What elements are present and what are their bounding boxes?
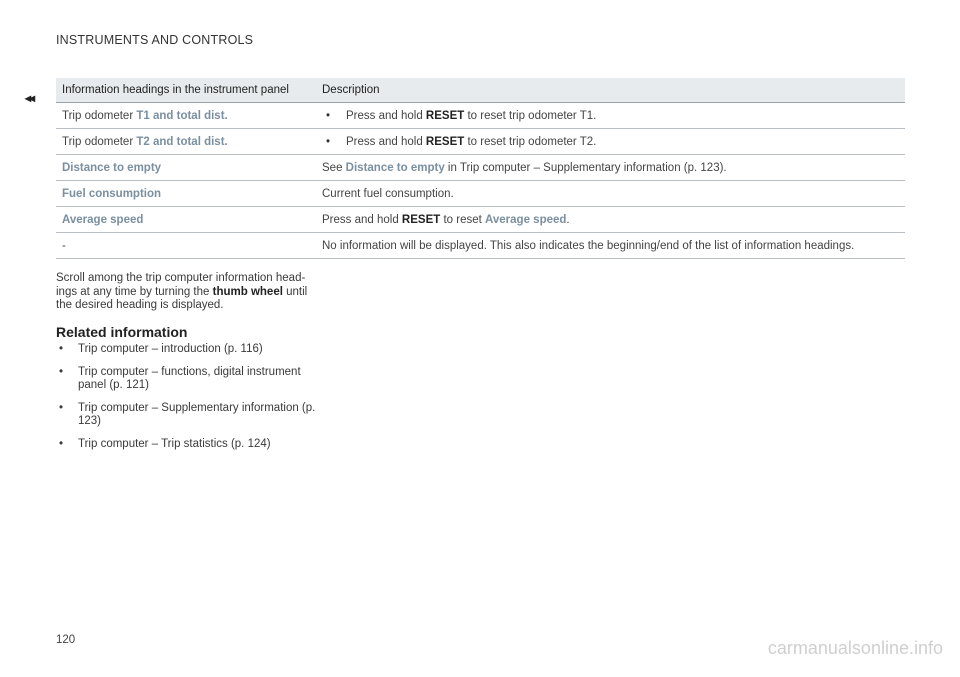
table-row — [56, 103, 905, 129]
section-header: INSTRUMENTS AND CONTROLS — [56, 33, 254, 47]
list-item[interactable]: • Trip computer – introduction (p. 116) — [59, 343, 263, 355]
table-row — [56, 207, 905, 233]
list-item[interactable]: • Trip computer – Trip statistics (p. 124) — [59, 437, 271, 450]
heading-cell: Trip odometer T1 and total dist. — [56, 103, 316, 129]
bullet-icon: • — [326, 135, 331, 148]
heading-cell: Trip odometer T2 and total dist. — [56, 129, 316, 155]
related-information-title: Related information — [56, 324, 188, 340]
description-cell: No information will be displayed. This also indicates the beginning/end of the list of information headings. — [316, 233, 905, 259]
page-number: 120 — [56, 634, 76, 646]
table-row — [56, 129, 905, 155]
list-item[interactable]: • Trip computer – Supplementary information (p. 123) — [59, 401, 316, 427]
description-cell: • Press and hold RESET to reset trip odometer T1. — [316, 103, 905, 129]
watermark: carmanualsonline.info — [767, 638, 943, 658]
bullet-icon: • — [59, 343, 64, 355]
list-item[interactable]: • Trip computer – functions, digital instrument panel (p. 121) — [59, 365, 301, 391]
continued-marker-icon: ◂◂ — [25, 91, 34, 105]
bullet-icon: • — [59, 365, 64, 378]
heading-cell: - — [56, 233, 316, 259]
description-cell: • Press and hold RESET to reset trip odometer T2. — [316, 129, 905, 155]
table-row — [56, 233, 905, 259]
bullet-icon: • — [59, 401, 64, 414]
description-cell: Current fuel consumption. — [316, 181, 905, 207]
heading-cell: Fuel consumption — [56, 181, 316, 207]
bullet-icon: • — [326, 109, 331, 122]
related-information-list — [56, 343, 326, 460]
column-header-description: Description — [316, 78, 905, 103]
column-header-headings: Information headings in the instrument panel — [56, 78, 316, 103]
scroll-instructions: Scroll among the trip computer information head-ings at any time by turning the thumb wheel until the desired heading is displayed. — [56, 272, 308, 311]
table-row — [56, 181, 905, 207]
table-header-row — [56, 78, 905, 103]
heading-cell: Distance to empty — [56, 155, 316, 181]
info-headings-table — [56, 78, 905, 259]
bullet-icon: • — [59, 437, 64, 450]
description-cell: See Distance to empty in Trip computer – Supplementary information (p. 123). — [316, 155, 905, 181]
table-row — [56, 155, 905, 181]
heading-cell: Average speed — [56, 207, 316, 233]
description-cell: Press and hold RESET to reset Average speed. — [316, 207, 905, 233]
